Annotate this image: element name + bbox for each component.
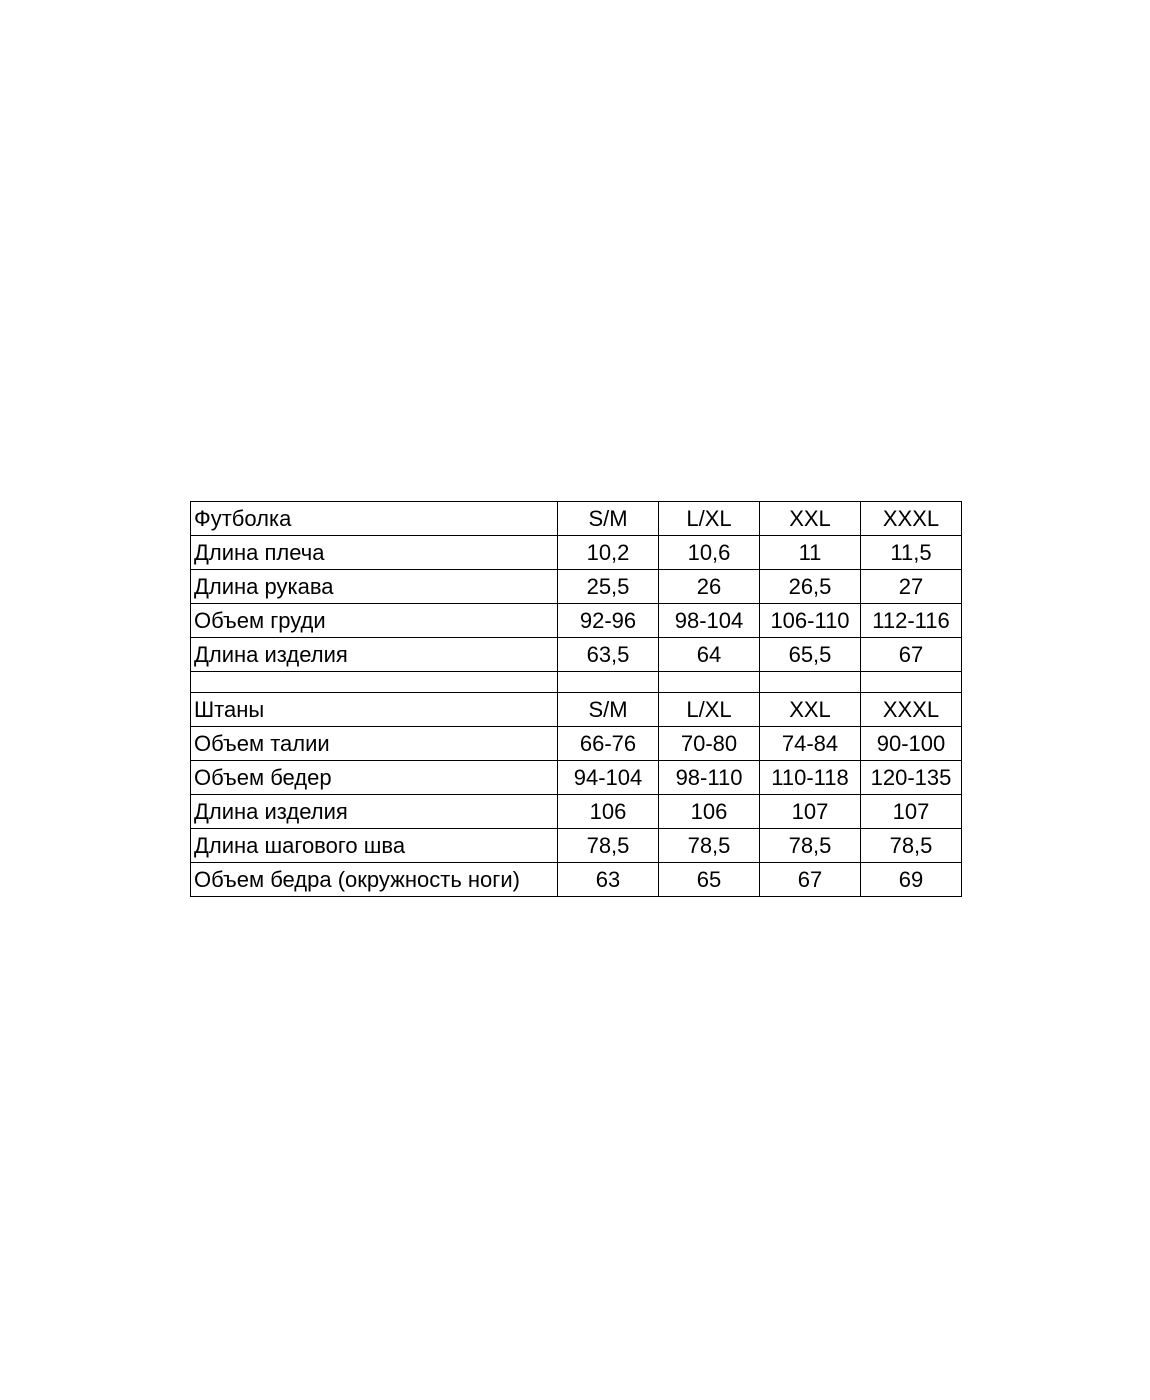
table-cell: 10,6 bbox=[659, 536, 760, 570]
size-header: XXXL bbox=[861, 693, 962, 727]
spacer-row bbox=[191, 672, 962, 693]
table-cell: 98-104 bbox=[659, 604, 760, 638]
table-cell: 78,5 bbox=[659, 829, 760, 863]
row-label: Объем бедер bbox=[191, 761, 558, 795]
table-cell: 63,5 bbox=[558, 638, 659, 672]
table-row bbox=[191, 638, 962, 672]
table-row bbox=[191, 829, 962, 863]
table-cell: 69 bbox=[861, 863, 962, 897]
table-cell: 26 bbox=[659, 570, 760, 604]
table-cell: 66-76 bbox=[558, 727, 659, 761]
table-header-row bbox=[191, 693, 962, 727]
table-cell: 67 bbox=[760, 863, 861, 897]
table-cell: 63 bbox=[558, 863, 659, 897]
table-cell: 106 bbox=[558, 795, 659, 829]
table-cell: 106 bbox=[659, 795, 760, 829]
size-header: L/XL bbox=[659, 693, 760, 727]
size-header: S/M bbox=[558, 693, 659, 727]
row-label: Длина рукава bbox=[191, 570, 558, 604]
table-cell: 107 bbox=[861, 795, 962, 829]
table-cell: 94-104 bbox=[558, 761, 659, 795]
table-cell: 11,5 bbox=[861, 536, 962, 570]
empty-cell bbox=[861, 672, 962, 693]
table-cell: 27 bbox=[861, 570, 962, 604]
size-header: S/M bbox=[558, 502, 659, 536]
table-row bbox=[191, 863, 962, 897]
size-header: XXL bbox=[760, 502, 861, 536]
table-cell: 78,5 bbox=[760, 829, 861, 863]
table-row bbox=[191, 536, 962, 570]
table-cell: 107 bbox=[760, 795, 861, 829]
table-cell: 70-80 bbox=[659, 727, 760, 761]
row-label: Длина изделия bbox=[191, 795, 558, 829]
empty-cell bbox=[191, 672, 558, 693]
table-cell: 78,5 bbox=[558, 829, 659, 863]
row-label: Объем талии bbox=[191, 727, 558, 761]
table-row bbox=[191, 604, 962, 638]
table-row bbox=[191, 570, 962, 604]
table-cell: 26,5 bbox=[760, 570, 861, 604]
table-cell: 92-96 bbox=[558, 604, 659, 638]
table-cell: 67 bbox=[861, 638, 962, 672]
size-header: XXL bbox=[760, 693, 861, 727]
row-label: Объем бедра (окружность ноги) bbox=[191, 863, 558, 897]
section-title: Штаны bbox=[191, 693, 558, 727]
empty-cell bbox=[760, 672, 861, 693]
table-cell: 98-110 bbox=[659, 761, 760, 795]
section-title: Футболка bbox=[191, 502, 558, 536]
table-cell: 25,5 bbox=[558, 570, 659, 604]
table-cell: 112-116 bbox=[861, 604, 962, 638]
table-header-row bbox=[191, 502, 962, 536]
table-cell: 10,2 bbox=[558, 536, 659, 570]
row-label: Длина изделия bbox=[191, 638, 558, 672]
table-row bbox=[191, 795, 962, 829]
table-cell: 110-118 bbox=[760, 761, 861, 795]
size-header: XXXL bbox=[861, 502, 962, 536]
table-row bbox=[191, 727, 962, 761]
table-cell: 74-84 bbox=[760, 727, 861, 761]
table-cell: 65 bbox=[659, 863, 760, 897]
row-label: Длина шагового шва bbox=[191, 829, 558, 863]
size-header: L/XL bbox=[659, 502, 760, 536]
table-cell: 120-135 bbox=[861, 761, 962, 795]
size-chart-table bbox=[190, 501, 962, 897]
table-cell: 106-110 bbox=[760, 604, 861, 638]
empty-cell bbox=[558, 672, 659, 693]
table-cell: 64 bbox=[659, 638, 760, 672]
table-row bbox=[191, 761, 962, 795]
table-cell: 78,5 bbox=[861, 829, 962, 863]
empty-cell bbox=[659, 672, 760, 693]
table-cell: 11 bbox=[760, 536, 861, 570]
table-cell: 65,5 bbox=[760, 638, 861, 672]
row-label: Объем груди bbox=[191, 604, 558, 638]
table-cell: 90-100 bbox=[861, 727, 962, 761]
row-label: Длина плеча bbox=[191, 536, 558, 570]
